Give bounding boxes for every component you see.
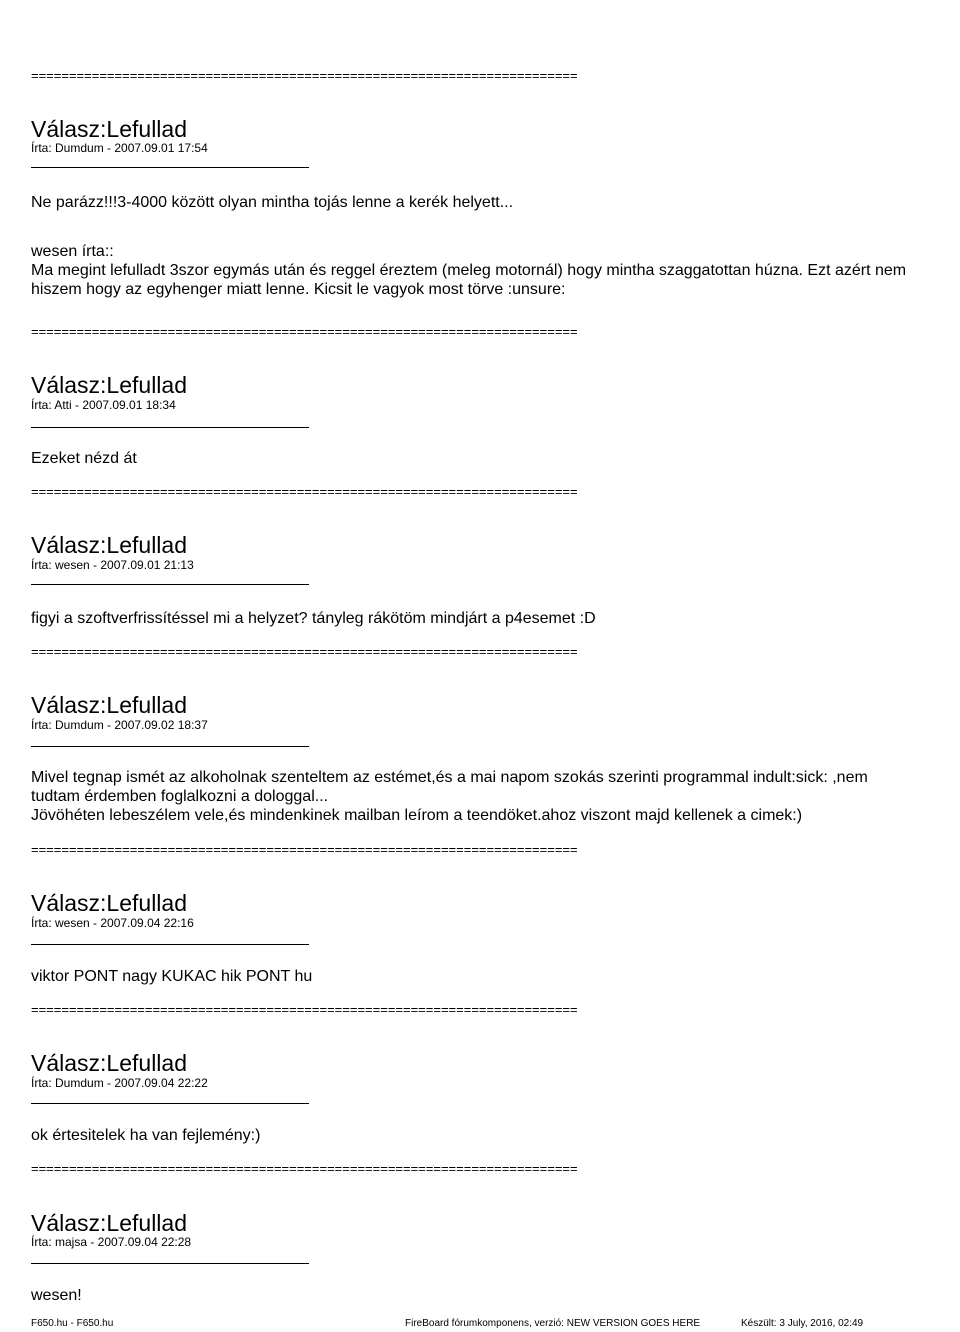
post-body (31, 1126, 931, 1145)
post-meta: Írta: Dumdum - 2007.09.04 22:22 (31, 1076, 208, 1090)
divider (31, 1263, 309, 1264)
separator-line: ======================================================================== (31, 1002, 578, 1017)
divider (31, 746, 309, 747)
post-title: Válasz:Lefullad (31, 532, 187, 558)
post-title: Válasz:Lefullad (31, 890, 187, 916)
post-body-line: ok értesitelek ha van fejlemény:) (31, 1127, 261, 1144)
separator-line: ======================================================================== (31, 1161, 578, 1176)
post-body-line: wesen! (31, 1287, 82, 1304)
post-title: Válasz:Lefullad (31, 1210, 187, 1236)
footer-component: FireBoard fórumkomponens, verzió: NEW VERSION GOES HERE (405, 1318, 701, 1329)
separator-line: ======================================================================== (31, 68, 578, 83)
footer-generated: Készült: 3 July, 2016, 02:49 (741, 1318, 864, 1329)
post-body-line: viktor PONT nagy KUKAC hik PONT hu (31, 968, 313, 985)
post-meta: Írta: Dumdum - 2007.09.02 18:37 (31, 718, 208, 732)
post-meta: Írta: wesen - 2007.09.04 22:16 (31, 916, 194, 930)
footer-site: F650.hu - F650.hu (31, 1318, 114, 1329)
post-body (31, 967, 931, 986)
divider (31, 1103, 309, 1104)
post-body (31, 609, 931, 628)
post-body-line: Mivel tegnap ismét az alkoholnak szenteltem az estémet,és a mai napom szokás szerinti programmal indult:sick: ,nem tudtam érdemben foglalkozni a dologgal... (31, 769, 868, 805)
separator-line: ======================================================================== (31, 842, 578, 857)
post-title: Válasz:Lefullad (31, 692, 187, 718)
post-meta: Írta: Atti - 2007.09.01 18:34 (31, 398, 176, 412)
post-body-line: Ma megint lefulladt 3szor egymás után és reggel éreztem (meleg motornál) hogy mintha szaggatottan húzna. Ezt azért nem hiszem hogy az egyhenger miatt lenne. Kicsit le vagyok most törve :unsure: (31, 262, 907, 298)
divider (31, 944, 309, 945)
post-title: Válasz:Lefullad (31, 1050, 187, 1076)
post-body (31, 768, 921, 825)
post-body-line: Jövöhéten lebeszélem vele,és mindenkinek mailban leírom a teendöket.ahoz viszont majd kellenek a cimek:) (31, 807, 803, 824)
post-meta: Írta: wesen - 2007.09.01 21:13 (31, 558, 194, 572)
post-body-line (31, 212, 931, 231)
post-title: Válasz:Lefullad (31, 372, 187, 398)
separator-line: ======================================================================== (31, 324, 578, 339)
post-body (31, 449, 931, 468)
post-body (31, 193, 931, 299)
post-body-line: figyi a szoftverfrissítéssel mi a helyzet? tányleg rákötöm mindjárt a p4esemet :D (31, 610, 596, 627)
separator-line: ======================================================================== (31, 644, 578, 659)
post-title: Válasz:Lefullad (31, 116, 187, 142)
divider (31, 167, 309, 168)
post-body-line: Ezeket nézd át (31, 450, 137, 467)
post-body (31, 1286, 931, 1305)
separator-line: ======================================================================== (31, 484, 578, 499)
divider (31, 427, 309, 428)
post-body-line: wesen írta:: (31, 243, 114, 260)
post-meta: Írta: Dumdum - 2007.09.01 17:54 (31, 141, 208, 155)
post-meta: Írta: majsa - 2007.09.04 22:28 (31, 1235, 192, 1249)
divider (31, 584, 309, 585)
post-body-line: Ne parázz!!!3-4000 között olyan mintha tojás lenne a kerék helyett... (31, 194, 514, 211)
